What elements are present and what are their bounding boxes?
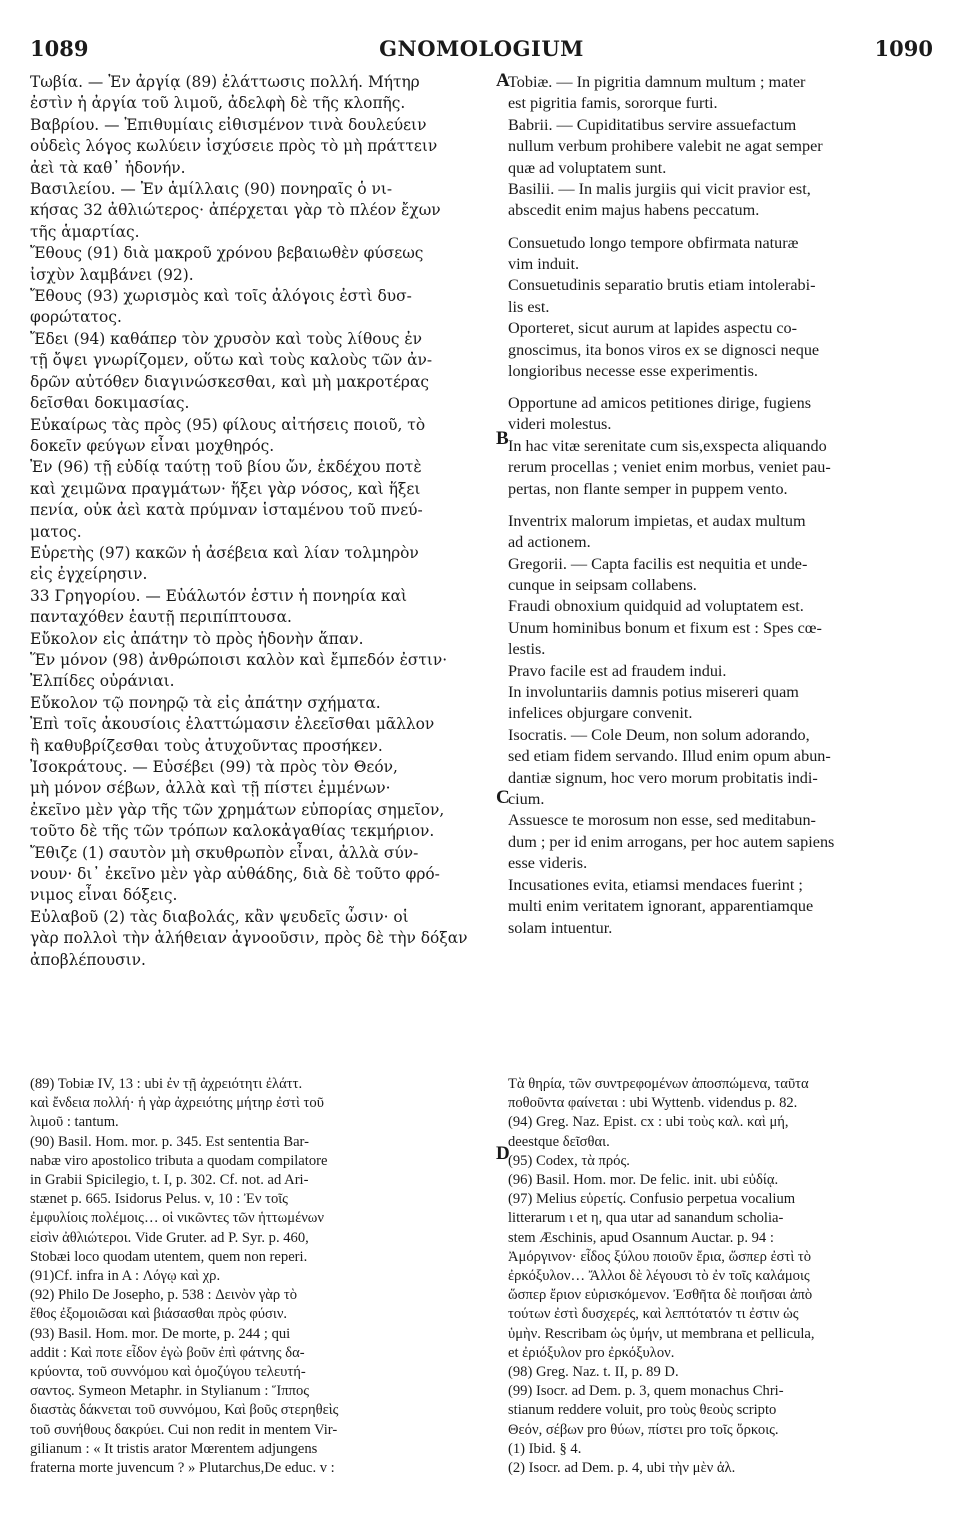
footnote-line: fraterna morte juvencum ? » Plutarchus,De educ. v :	[30, 1460, 335, 1477]
greek-line: Ἐπὶ τοῖς ἀκουσίοις ἐλαττώμασιν ἐλεεῖσθαι μᾶλλον	[30, 715, 435, 734]
greek-line: Εὑρετὴς (97) κακῶν ἡ ἀσέβεια καὶ λίαν τολμηρὸν	[30, 543, 419, 562]
greek-line: ἰσχὺν λαμβάνει (92).	[30, 265, 194, 284]
latin-line: Consuetudo longo tempore obfirmata naturæ	[508, 233, 799, 252]
latin-line	[508, 222, 930, 233]
footnote-line: (92) Philo De Josepho, p. 538 : Δεινὸν γὰρ τὸ	[30, 1287, 298, 1304]
footnote-line: Τὰ θηρία, τῶν συντρεφομένων ἀποσπώμενα, ταῦτα	[508, 1076, 809, 1092]
greek-line: εἰς ἐγχείρησιν.	[30, 565, 148, 584]
latin-line: Fraudi obnoxium quidquid ad voluptatem est.	[508, 597, 804, 616]
footnote-line: nabæ viro apostolico tributa a quodam compilatore	[30, 1152, 328, 1169]
footnotes-right	[508, 1075, 936, 1478]
greek-line: πανταχόθεν ἑαυτῇ περιπίπτουσα.	[30, 608, 292, 627]
greek-line: Ἔθιζε (1) σαυτὸν μὴ σκυθρωπὸν εἶναι, ἀλλὰ σύν-	[30, 843, 419, 862]
latin-line: Isocratis. — Cole Deum, non solum adorando,	[508, 725, 810, 744]
greek-line: Βασιλείου. — Ἐν ἁμίλλαις (90) πονηραῖς ὁ νι-	[30, 180, 393, 199]
greek-line: νιμος εἶναι δόξεις.	[30, 886, 178, 905]
latin-line: vim induit.	[508, 254, 580, 273]
latin-line: Incusationes evita, etiamsi mendaces fuerint ;	[508, 875, 803, 894]
footnote-line: (2) Isocr. ad Dem. p. 4, ubi τὴν μὲν ἀλ.	[508, 1460, 736, 1477]
latin-line: quæ ad voluptatem sunt.	[508, 158, 667, 177]
footnote-line: εἰσὶν ἀθλιώτεροι. Vide Gruter. ad P. Syr. p. 460,	[30, 1229, 309, 1246]
greek-line: Ἕν μόνον (98) ἀνθρώποισι καλὸν καὶ ἔμπεδόν ἐστιν·	[30, 650, 448, 669]
latin-line	[508, 382, 930, 393]
greek-line: ματος.	[30, 522, 82, 541]
latin-line: est pigritia famis, sororque furti.	[508, 94, 718, 113]
greek-line: Ἐλπίδες οὐράνιαι.	[30, 672, 175, 691]
greek-line: φορώτατος.	[30, 308, 122, 327]
latin-line: In involuntariis damnis potius misereri quam	[508, 683, 799, 702]
margin-marker-b: B	[496, 428, 509, 449]
latin-line: Assuesce te morosum non esse, sed meditabun-	[508, 811, 816, 830]
latin-line	[508, 500, 930, 511]
greek-line: Τωβία. — Ἐν ἀργίᾳ (89) ἐλάττωσις πολλή. Μήτηρ	[30, 73, 420, 91]
footnote-line: καὶ ἔνδεια πολλή· ἡ γὰρ ἀχρειότης μήτηρ ἐστὶ τοῦ	[30, 1095, 324, 1112]
latin-column	[508, 72, 930, 939]
footnote-line: gilianum : « It tristis arator Mœrentem adjungens	[30, 1440, 318, 1457]
greek-line: δρῶν αὐτόθεν διαγινώσκεσθαι, καὶ μὴ μακροτέρας	[30, 372, 429, 391]
footnote-line: stem Æschinis, apud Osannum Auctar. p. 94 :	[508, 1229, 774, 1246]
greek-line: Ἰσοκράτους. — Εὐσέβει (99) τὰ πρὸς τὸν Θεόν,	[30, 758, 398, 776]
greek-line: δοκεῖν φεύγων εἶναι μοχθηρός.	[30, 436, 275, 455]
footnote-line: (99) Isocr. ad Dem. p. 3, quem monachus Chri-	[508, 1383, 784, 1400]
latin-line: rerum procellas ; veniet enim morbus, veniet pau-	[508, 458, 831, 477]
footnote-line: ἐμφυλίοις πολέμοις… οἱ νικῶντες τῶν ἡττωμένων	[30, 1210, 325, 1227]
footnote-line: ὥσπερ ἔριον εὑρισκόμενον. Ἐσθῆτα δὲ ποιῆσαι ἀπὸ	[508, 1287, 813, 1304]
latin-line: dantiæ signum, hoc vero morum probitatis indi-	[508, 768, 818, 787]
latin-line: videri molestus.	[508, 415, 612, 434]
page-number-left: 1089	[30, 36, 89, 61]
greek-line: Ἐν (96) τῇ εὐδίᾳ ταύτῃ τοῦ βίου ὤν, ἐκδέχου ποτὲ	[30, 458, 422, 477]
greek-line: κήσας 32 ἀθλιώτερος· ἀπέρχεται γὰρ τὸ πλέον ἔχων	[30, 201, 441, 220]
latin-line: Oporteret, sicut aurum at lapides aspectu co-	[508, 319, 798, 338]
latin-line: cunque in seipsam collabens.	[508, 576, 697, 594]
footnote-line: (98) Greg. Naz. t. II, p. 89 D.	[508, 1364, 679, 1381]
greek-line: οὐδεὶς λόγος κωλύειν ἰσχύσειε πρὸς τὸ μὴ πράττειν	[30, 137, 438, 156]
footnote-line: διαστὰς δάκνεται τοῦ συννόμου, Καὶ βοῦς στερηθεὶς	[30, 1402, 339, 1419]
latin-line: Inventrix malorum impietas, et audax multum	[508, 511, 806, 530]
margin-marker-c: C	[496, 787, 510, 808]
footnote-line: ἔθος ἐξομοιῶσαι καὶ βιάσασθαι πρὸς φύσιν.	[30, 1306, 288, 1323]
greek-line: γὰρ πολλοὶ τὴν ἀλήθειαν ἀγνοοῦσιν, πρὸς δὲ τὴν δόξαν	[30, 929, 468, 948]
latin-line: Tobiæ. — In pigritia damnum multum ; mater	[508, 73, 806, 91]
greek-line: τῇ ὄψει γνωρίζομεν, οὕτω καὶ τοὺς καλοὺς τῶν ἀν-	[30, 351, 433, 370]
footnote-line: τοῦ συνήθους δακρύει. Cui non redit in mentem Vir-	[30, 1421, 338, 1438]
running-title: GNOMOLOGIUM	[379, 36, 584, 61]
footnote-line: (1) Ibid. § 4.	[508, 1440, 582, 1457]
latin-line: lestis.	[508, 640, 546, 659]
footnote-line: (94) Greg. Naz. Epist. cx : ubi τοὺς καλ. καὶ μή,	[508, 1114, 789, 1131]
greek-line: Βαβρίου. — Ἐπιθυμίαις εἰθισμένον τινὰ δουλεύειν	[30, 115, 427, 134]
greek-line: ἢ καθυβρίζεσθαι τοὺς ἀτυχοῦντας προσήκεν.	[30, 736, 383, 755]
latin-line: Basilii. — In malis jurgiis qui vicit pravior est,	[508, 180, 811, 199]
latin-line: multi enim veritatem ignorant, apparentiamque	[508, 897, 814, 916]
greek-line: ἀποβλέπουσιν.	[30, 950, 146, 969]
greek-line: ἀεὶ τὰ καθ᾽ ἡδονήν.	[30, 158, 186, 177]
latin-line: nullum verbum prohibere valebit ne agat semper	[508, 137, 823, 156]
latin-line: In hac vitæ serenitate cum sis,exspecta aliquando	[508, 436, 827, 455]
latin-line: Opportune ad amicos petitiones dirige, fugiens	[508, 394, 811, 413]
greek-line: ἐκεῖνο μὲν γὰρ τῆς τῶν χρημάτων εὐπορίας σημεῖον,	[30, 800, 445, 819]
latin-line: Consuetudinis separatio brutis etiam intolerabi-	[508, 276, 816, 295]
footnote-line: stianum reddere voluit, pro τοὺς θεοὺς scripto	[508, 1402, 777, 1419]
latin-line: gnoscimus, ita bonos viros ex se dignosci neque	[508, 340, 820, 359]
latin-line: longioribus necesse esse experimentis.	[508, 361, 758, 380]
footnote-line: stænet p. 665. Isidorus Pelus. v, 10 : Ἐν τοῖς	[30, 1191, 288, 1208]
greek-line: ἐστὶν ἡ ἀργία τοῦ λιμοῦ, ἀδελφὴ δὲ τῆς κλοπῆς.	[30, 94, 406, 113]
latin-line: pertas, non flante semper in puppem vento.	[508, 479, 788, 498]
footnote-line: ἐρκόξυλον… Ἄλλοι δὲ λέγουσι τὸ ἐν τοῖς καλάμοις	[508, 1268, 810, 1285]
latin-line: esse videris.	[508, 854, 588, 873]
latin-line: lis est.	[508, 297, 550, 316]
footnote-line: τούτων ἐστὶ δυσχερές, καὶ λεπτότατόν τι ἐστιν ὡς	[508, 1306, 799, 1323]
footnote-line: Stobæi loco quodam utentem, quem non reperi.	[30, 1248, 308, 1265]
footnote-line: Ἀμόργινον· εἶδος ξύλου ποιοῦν ἔρια, ὥσπερ ἐστὶ τὸ	[508, 1248, 812, 1265]
footnote-line: (97) Melius εὑρετίς. Confusio perpetua vocalium	[508, 1191, 796, 1208]
greek-line: καὶ χειμῶνα πραγμάτων· ἥξει γὰρ νόσος, καὶ ἥξει	[30, 479, 421, 498]
footnote-line: Θεόν, σέβων pro θύων, πίστει pro τοῖς ὅρκοις.	[508, 1421, 779, 1438]
greek-column	[30, 72, 493, 971]
greek-line: Ἔθους (91) διὰ μακροῦ χρόνου βεβαιωθὲν φύσεως	[30, 244, 424, 263]
greek-line: Εὔκολον εἰς ἀπάτην τὸ πρὸς ἡδονὴν ἅπαν.	[30, 629, 364, 648]
footnote-line: ὑμὴν. Rescribam ὡς ὑμήν, ut membrana et pellicula,	[508, 1325, 815, 1342]
greek-line: Ἔδει (94) καθάπερ τὸν χρυσὸν καὶ τοὺς λίθους ἐν	[30, 329, 423, 348]
greek-line: Εὐλαβοῦ (2) τὰς διαβολάς, κἂν ψευδεῖς ὦσιν· οἱ	[30, 907, 409, 926]
latin-line: abscedit enim majus habens peccatum.	[508, 201, 760, 220]
footnote-line: ποθοῦντα φαίνεται : ubi Wyttenb. videndus p. 82.	[508, 1095, 798, 1112]
latin-line: ad actionem.	[508, 533, 591, 552]
margin-marker-a: A	[496, 70, 510, 91]
footnote-line: σαντος. Symeon Metaphr. in Stylianum : Ἵππος	[30, 1383, 310, 1400]
greek-line: δεῖσθαι δοκιμασίας.	[30, 394, 190, 413]
footnotes-left	[30, 1075, 500, 1478]
footnote-line: deestque δεῖσθαι.	[508, 1133, 610, 1150]
footnote-line: (95) Codex, τὰ πρός.	[508, 1152, 630, 1169]
latin-line: dum ; per id enim arrogans, per hoc autem sapiens	[508, 832, 835, 851]
margin-marker-d: D	[496, 1143, 510, 1164]
greek-line: Εὐκαίρως τὰς πρὸς (95) φίλους αἰτήσεις ποιοῦ, τὸ	[30, 415, 426, 434]
footnote-line: (96) Basil. Hom. mor. De felic. init. ubi εὐδίᾳ.	[508, 1172, 779, 1189]
footnote-line: in Grabii Spicilegio, t. I, p. 302. Cf. not. ad Ari-	[30, 1172, 309, 1189]
greek-line: μὴ μόνον σέβων, ἀλλὰ καὶ τῇ πίστει ἐμμένων·	[30, 779, 391, 798]
latin-line: solam intuentur.	[508, 918, 613, 937]
page-number-right: 1090	[874, 36, 933, 61]
latin-line: Unum hominibus bonum et fixum est : Spes cœ-	[508, 618, 822, 637]
footnote-line: addit : Καὶ ποτε εἶδον ἐγὼ βοῦν ἐπὶ φάτνης δα-	[30, 1344, 305, 1361]
footnote-line: (93) Basil. Hom. mor. De morte, p. 244 ; qui	[30, 1325, 291, 1342]
footnote-line: (89) Tobiæ IV, 13 : ubi ἐν τῇ ἀχρειότητι ἐλάττ.	[30, 1076, 303, 1092]
greek-line: πενία, οὐκ ἀεὶ κατὰ πρύμναν ἱσταμένου τοῦ πνεύ-	[30, 501, 423, 520]
greek-line: Ἔθους (93) χωρισμὸς καὶ τοῖς ἀλόγοις ἐστὶ δυσ-	[30, 287, 412, 306]
greek-line: 33 Γρηγορίου. — Εὐάλωτόν ἐστιν ἡ πονηρία καὶ	[30, 586, 408, 605]
greek-line: Εὔκολον τῷ πονηρῷ τὰ εἰς ἀπάτην σχήματα.	[30, 693, 381, 712]
footnote-line: λιμοῦ : tantum.	[30, 1114, 119, 1131]
latin-line: infelices objurgare convenit.	[508, 704, 693, 723]
latin-line: cium.	[508, 790, 545, 809]
latin-line: sed etiam fidem servando. Illud enim opum abun-	[508, 747, 831, 766]
footnote-line: κρύοντα, τοῦ συννόμου καὶ ὁμοζύγου τελευτή-	[30, 1364, 306, 1381]
footnote-line: (90) Basil. Hom. mor. p. 345. Est sententia Bar-	[30, 1133, 309, 1150]
greek-line: τοῦτο δὲ τῆς τῶν τρόπων καλοκἀγαθίας τεκμήριον.	[30, 822, 435, 841]
latin-line: Babrii. — Cupiditatibus servire assuefactum	[508, 115, 797, 134]
latin-line: Gregorii. — Capta facilis est nequitia et unde-	[508, 554, 808, 573]
footnote-line: litterarum ι et η, qua utar ad sanandum scholia-	[508, 1210, 784, 1227]
greek-line: νουν· δι᾽ ἐκεῖνο μὲν γὰρ αὐθάδης, διὰ δὲ τοῦτο φρό-	[30, 865, 440, 884]
latin-line: Pravo facile est ad fraudem indui.	[508, 661, 727, 680]
greek-line: τῆς ἁμαρτίας.	[30, 222, 140, 241]
footnote-line: et ἐριόξυλον pro ἐρκόξυλον.	[508, 1344, 675, 1361]
footnote-line: (91)Cf. infra in A : Λόγῳ καὶ χρ.	[30, 1268, 221, 1285]
